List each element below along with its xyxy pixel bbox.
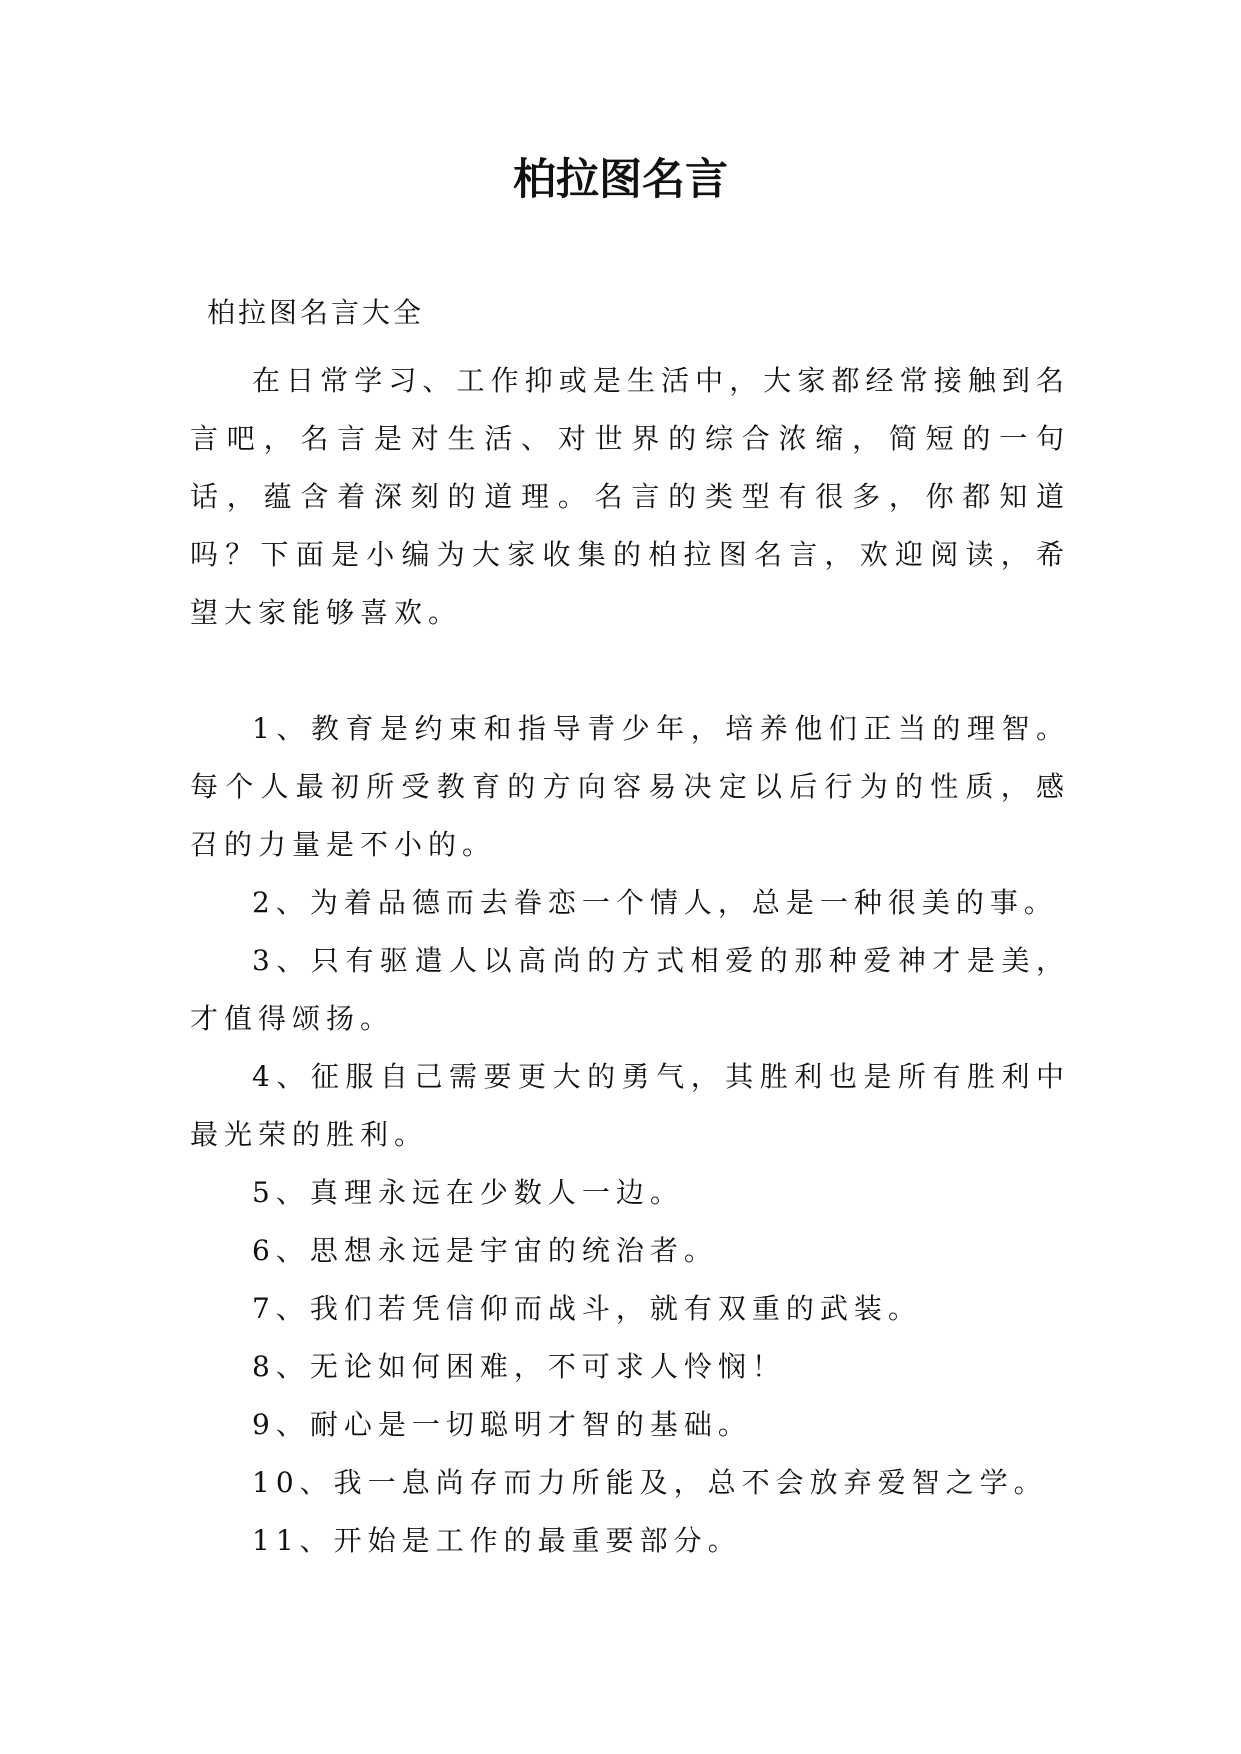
quote-item: 5、真理永远在少数人一边。 (252, 1176, 684, 1209)
document-title: 柏拉图名言 (513, 155, 728, 205)
quote-item: 6、思想永远是宇宙的统治者。 (252, 1234, 718, 1267)
quote-item: 2、为着品德而去眷恋一个情人，总是一种很美的事。 (252, 886, 1058, 919)
intro-section (190, 352, 1070, 642)
quote-item: 9、耐心是一切聪明才智的基础。 (252, 1408, 752, 1441)
quote-item: 8、无论如何困难，不可求人怜悯！ (252, 1350, 786, 1383)
quote-list (190, 700, 1070, 1570)
quote-item: 4、征服自己需要更大的勇气，其胜利也是所有胜利中最光荣的胜利。 (190, 1060, 1070, 1151)
quote-item: 7、我们若凭信仰而战斗，就有双重的武装。 (252, 1292, 922, 1325)
quote-item: 3、只有驱遣人以高尚的方式相爱的那种爱神才是美，才值得颂扬。 (190, 944, 1070, 1035)
quote-item: 1、教育是约束和指导青少年，培养他们正当的理智。每个人最初所受教育的方向容易决定以后行为的性质，感召的力量是不小的。 (190, 712, 1070, 861)
document-subtitle: 柏拉图名言大全 (207, 296, 425, 329)
intro-paragraph: 在日常学习、工作抑或是生活中，大家都经常接触到名言吧，名言是对生活、对世界的综合浓缩，简短的一句话，蕴含着深刻的道理。名言的类型有很多，你都知道吗？下面是小编为大家收集的柏拉图名言，欢迎阅读，希望大家能够喜欢。 (190, 364, 1070, 629)
quote-item: 10、我一息尚存而力所能及，总不会放弃爱智之学。 (252, 1466, 1048, 1499)
quote-item: 11、开始是工作的最重要部分。 (252, 1524, 742, 1557)
